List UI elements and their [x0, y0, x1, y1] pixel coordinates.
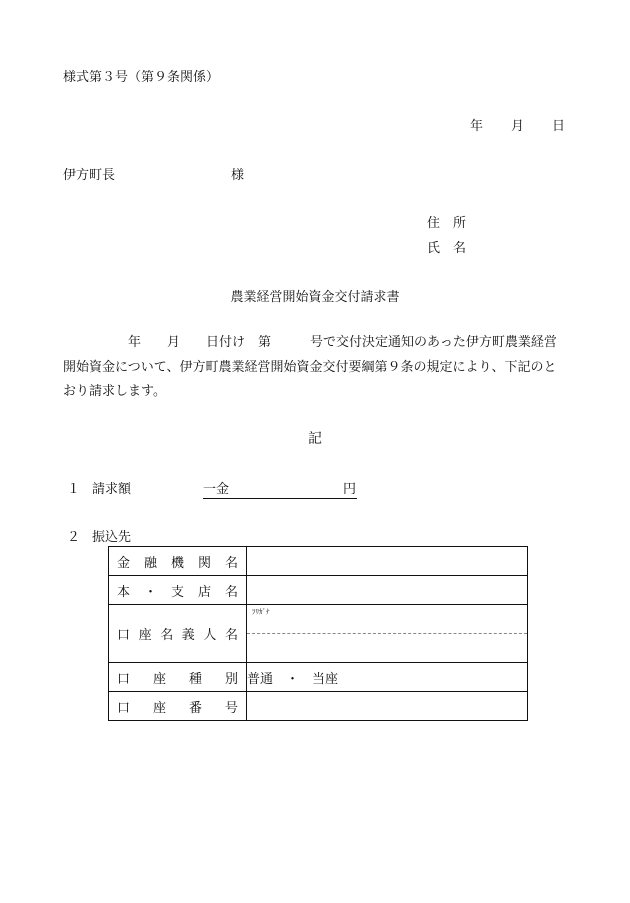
branch-label: 本・支店名: [109, 576, 247, 605]
account-holder-field[interactable]: [247, 605, 528, 663]
account-type-field[interactable]: 普通 ・ 当座: [247, 663, 528, 692]
addressee-name: 伊方町長: [63, 168, 116, 183]
bank-name-field[interactable]: [247, 547, 528, 576]
amount-unit: 円: [342, 482, 356, 497]
sender-address-label: 住 所: [427, 216, 467, 231]
item2-number: ２: [67, 530, 81, 545]
date-day: 日: [552, 119, 566, 134]
furigana-divider: [247, 633, 527, 634]
bank-name-label: 金融機関名: [109, 547, 247, 576]
table-row: [109, 692, 528, 721]
account-number-field[interactable]: [247, 692, 528, 721]
body-text: 年 月 日付け 第 号で交付決定通知のあった伊方町農業経営開始資金について、伊方町農業経営開始資金交付要綱第９条の規定により、下記のとおり請求します。: [63, 335, 557, 399]
table-row: [109, 663, 528, 692]
account-type-label: 口座種別: [109, 663, 247, 692]
item2-label: 振込先: [92, 530, 132, 545]
bank-account-table: [108, 546, 528, 721]
table-row: [109, 576, 528, 605]
document-title: 農業経営開始資金交付請求書: [230, 290, 400, 305]
date-year: 年: [470, 119, 484, 134]
item1-number: １: [67, 482, 81, 497]
account-holder-label: 口座名義人名: [109, 605, 247, 663]
amount-prefix: 一金: [203, 482, 230, 497]
date-month: 月: [511, 119, 525, 134]
ki-heading: 記: [308, 431, 322, 447]
account-number-label: 口座番号: [109, 692, 247, 721]
sender-name-label: 氏 名: [427, 241, 467, 256]
claim-amount-field[interactable]: [203, 478, 357, 499]
form-number: 様式第３号（第９条関係）: [63, 70, 220, 85]
date-line: [470, 115, 565, 134]
branch-field[interactable]: [247, 576, 528, 605]
table-row: [109, 547, 528, 576]
table-row: [109, 605, 528, 663]
furigana-label: ﾌﾘｶﾞﾅ: [252, 608, 270, 616]
addressee-honorific: 様: [231, 168, 245, 183]
item1-label: 請求額: [92, 482, 132, 497]
